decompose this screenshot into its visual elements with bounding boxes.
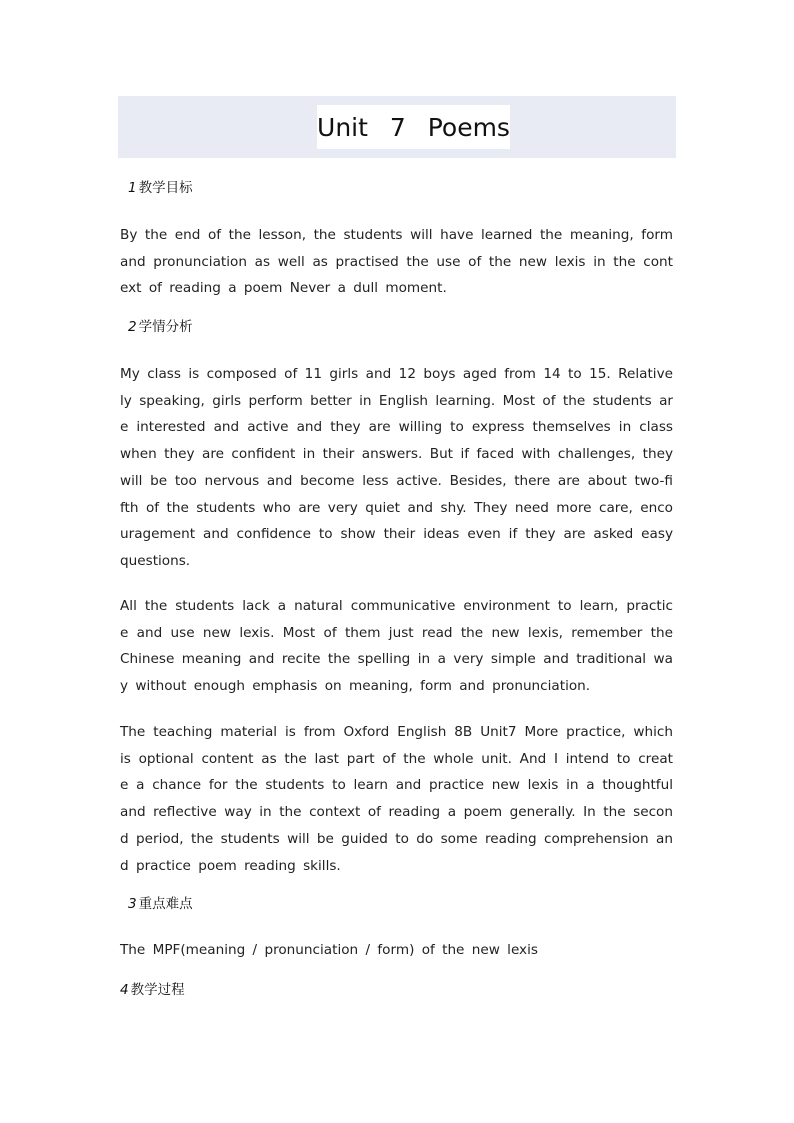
section-heading-2 <box>128 317 193 337</box>
section-heading-4 <box>120 980 185 1000</box>
section-label: 教学过程 <box>130 982 185 998</box>
paragraph-environment: All the students lack a natural communicative environment to learn, practice and use new lexis. Most of them just read the new lexis, remember the Chinese meaning and recite the spelling in a very simple and traditional way without enough emphasis on meaning, form and pronunciation. <box>120 598 673 695</box>
section-heading-3 <box>128 894 193 914</box>
section-number: 1 <box>128 180 137 196</box>
section-label: 学情分析 <box>138 319 193 335</box>
page-title: Unit 7 Poems <box>317 113 510 142</box>
paragraph-material: The teaching material is from Oxford English 8B Unit7 More practice, which is optional content as the last part of the whole unit. And I intend to create a chance for the students to learn and practice new lexis in a thoughtful and reflective way in the context of reading a poem generally. In the second period, the students will be guided to do some reading comprehension and practice poem reading skills. <box>120 724 673 874</box>
section-label: 教学目标 <box>138 180 193 196</box>
section-label: 重点难点 <box>138 896 193 912</box>
section-heading-1 <box>128 178 193 198</box>
section-number: 3 <box>128 896 137 912</box>
paragraph-objectives: By the end of the lesson, the students will have learned the meaning, form and pronunciation as well as practised the use of the new lexis in the context of reading a poem Never a dull moment. <box>120 227 673 297</box>
section-number: 4 <box>120 982 129 998</box>
section-number: 2 <box>128 319 137 335</box>
paragraph-key-points: The MPF(meaning / pronunciation / form) of the new lexis <box>120 942 538 958</box>
paragraph-class-analysis: My class is composed of 11 girls and 12 boys aged from 14 to 15. Relatively speaking, girls perform better in English learning. Most of the students are interested and active and they are willing to express themselves in class when they are confident in their answers. But if faced with challenges, they will be too nervous and become less active. Besides, there are about two-fifth of the students who are very quiet and shy. They need more care, encouragement and confidence to show their ideas even if they are asked easy questions. <box>120 366 673 569</box>
